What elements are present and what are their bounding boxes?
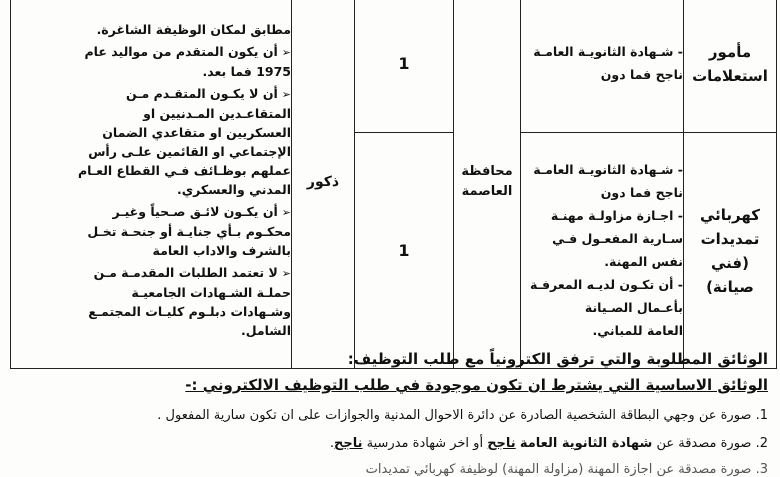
qualification-line: نفس المهنة. [604, 253, 683, 269]
condition-line: مطابق لمكان الوظيفة الشاغرة. [96, 22, 291, 37]
condition-text: محكـوم بـأي جنايـة أو جنحـة تخـل [87, 224, 291, 239]
job-title-line: استعلامات [692, 66, 768, 85]
condition-item [11, 42, 291, 81]
condition-text: أن يكـون لائـق صـحياً وغيـر [112, 204, 278, 219]
arrow-bullet-icon: ➢ [281, 267, 291, 280]
qualification-line: - أن تكـون لديـه المعرفـة [530, 276, 683, 292]
qualification-line: - اجـازة مزاولـة مهنـة [550, 207, 683, 223]
document-text-bold: شهادة الثانوية العامة [519, 436, 653, 451]
condition-text: المدني والعسكري. [176, 182, 291, 197]
condition-item [11, 84, 291, 199]
job-title-cell [684, 0, 777, 133]
basic-documents-heading: الوثائق الاساسية التي يشترط ان تكون موجودة في طلب التوظيف الالكتروني :- [185, 376, 768, 394]
arrow-bullet-icon: ➢ [281, 88, 291, 101]
document-item [330, 436, 768, 451]
conditions-cell [11, 0, 292, 369]
arrow-bullet-icon: ➢ [281, 46, 291, 59]
condition-text: 1975 فما بعد. [202, 64, 291, 79]
qualification-line: العامة للمباني. [592, 322, 683, 338]
condition-text: لا تعتمد الطلبات المقدمـة مـن [93, 265, 278, 280]
vacancy-count-cell: 1 [355, 133, 454, 369]
qualification-line: ناجح فما دون [600, 184, 683, 200]
document-item: 1. صورة عن وجهي البطاقة الشخصية الصادرة عن دائرة الاحوال المدنية والجوازات على ان تكون سارية المفعول . [157, 408, 768, 423]
qualification-cell [521, 0, 684, 133]
condition-text: أن يكون المتقدم من مواليد عام [84, 44, 278, 59]
condition-text: أن لا يكـون المتقـدم مـن [125, 86, 278, 101]
condition-text: المتقاعـدين المـدنيين او [143, 106, 291, 121]
job-title-cell [684, 133, 777, 369]
qualification-line: ناجح فما دون [600, 66, 683, 82]
table-row [11, 0, 777, 133]
vacancy-count-cell: 1 [355, 0, 454, 133]
document-text-underlined: ناجح [487, 436, 516, 451]
gender-cell: ذكور [292, 0, 355, 369]
job-title-line: كهربائي [699, 205, 761, 224]
job-title-line: صيانة) [706, 277, 754, 296]
condition-text: الشامل. [240, 323, 291, 338]
document-text: . [329, 436, 334, 451]
qualification-line: - شـهادة الثانويـة العامـة [533, 43, 683, 59]
document-text-underlined: ناجح [334, 436, 363, 451]
vacancies-table [10, 0, 777, 369]
condition-text: وشـهادات دبلـوم كليـات المجتمـع [88, 304, 291, 319]
qualification-cell [521, 133, 684, 369]
document-item: 3. صورة مصدقة عن اجازة المهنة (مزاولة المهنة) لوظيفة كهربائي تمديدات [365, 462, 768, 477]
qualification-line: بأعـمال الصـيانة [584, 299, 683, 315]
condition-text: العسكريين او متقاعدي الضمان [102, 125, 291, 140]
governorate-line: محافظة [461, 163, 513, 179]
qualification-line: - شـهادة الثانويـة العامـة [533, 161, 683, 177]
required-documents-heading: الوثائق المطلوبة والتي ترفق الكترونياً مع طلب التوظيف: [347, 350, 768, 368]
governorate-line: العاصمة [461, 183, 513, 199]
job-title-line: مأمور [708, 42, 752, 61]
condition-text: حملـة الشـهادات الجامعيـة [131, 285, 291, 300]
document-text: أو اخر شهادة مدرسية [362, 436, 488, 451]
condition-item [11, 202, 291, 260]
condition-text: عملهم بوظـائف فـي القطاع العـام [78, 163, 291, 178]
job-title-line: (فني [711, 253, 749, 272]
condition-item [11, 263, 291, 340]
condition-text: الإجتماعي او القائمين علـى رأس [88, 144, 291, 159]
document-text: 2. صورة مصدقة عن [652, 436, 768, 451]
qualification-line: سـارية المفعـول فـي [552, 230, 683, 246]
arrow-bullet-icon: ➢ [281, 206, 291, 219]
job-title-line: تمديدات [700, 229, 760, 248]
governorate-cell [454, 0, 521, 369]
condition-text: بالشرف والاداب العامة [152, 243, 291, 258]
